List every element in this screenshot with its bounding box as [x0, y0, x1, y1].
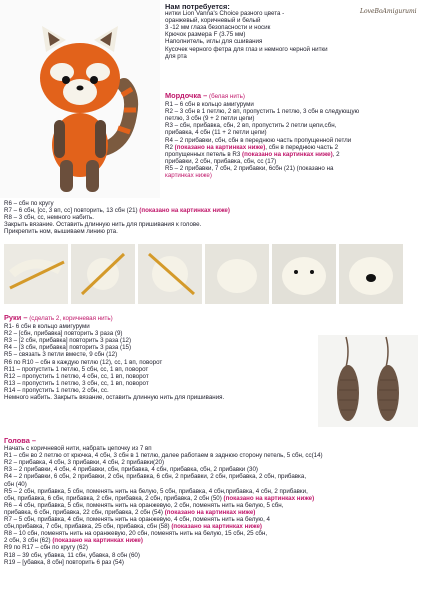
shown-below-note: (показано на картинках ниже): [174, 143, 266, 151]
head-row: сбн,прибавка, 7 сбн, прибавка, 25 сбн, прибавка, сбн (58) (показано на картинках ниже): [4, 523, 262, 531]
muzzle-row: прибавки, 2 сбн, прибавка, сбн, сс (17): [165, 157, 277, 165]
arms-row: R13 – пропустить 1 петлю, 3 сбн, сс, 1 вп, поворот: [4, 379, 149, 387]
muzzle-step-photos-icon: [4, 244, 424, 304]
arms-photo: [318, 335, 418, 427]
head-row: R4 – 2 прибавки, 6 сбн, 2 прибавки, 2 сбн, прибавка, 6 сбн, 2 прибавки, 2 сбн, прибавка, 2 сбн, прибавка,: [4, 473, 307, 481]
head-row: R7 – 5 сбн, прибавка, 4 сбн, поменять нить на оранжевую, 4 сбн, поменять нить на белую, 4: [4, 516, 270, 524]
head-section: [4, 437, 425, 566]
arms-row: R1- 6 сбн в кольцо амигуруми: [4, 323, 90, 331]
muzzle-row: R1 – 6 сбн в кольцо амигуруми: [165, 101, 254, 109]
logo-text: LoveBoAmigurumi: [360, 8, 417, 15]
head-row: R19 – [убавка, 8 сбн] повторить 6 раз (54): [4, 558, 124, 566]
head-row: R1 – сбн во 2 петлю от крючка, 4 сбн, 3 сбн в 1 петлю, далее работаем в заднюю сторону петель, 5 сбн, сс(14): [4, 452, 323, 460]
arms-heading: Руки –: [4, 313, 28, 322]
muzzle-row: R2 (показано на картинках ниже), сбн в переднюю часть 2: [165, 143, 339, 151]
muzzle-row: прибавка, 4 сбн (11 + 2 петли цепи): [165, 129, 267, 137]
muzzle-row: пропущенных петель в R3 (показано на картинках ниже), 2: [165, 150, 340, 158]
muzzle-row: R5 – 2 прибавки, 7 сбн, 2 прибавки, 6сбн (21) (показано на: [165, 164, 334, 172]
head-row: R2 – прибавка, 4 сбн, 3 прибавки, 4 сбн, 2 прибавки(20): [4, 459, 165, 467]
muzzle-section: [165, 92, 423, 179]
head-row: прибавка, 6 сбн, прибавка, 22 сбн, прибавка, 2 сбн (54) (показано на картинках ниже): [4, 508, 256, 516]
head-row: сбн, прибавка, 6 сбн, прибавка, 2 сбн, прибавка, 2 сбн, прибавка, 2 сбн (50) (показано на картинках ниже): [4, 494, 315, 502]
arms-row: R11 – пропустить 1 петлю, 5 сбн, сс, 1 вп, поворот: [4, 365, 149, 373]
arms-heading-note: (сделать 2, коричневая нить): [29, 315, 113, 322]
arms-section: [4, 314, 304, 401]
shown-below-note: (показано на картинках ниже): [164, 508, 256, 516]
arms-row: R3 – [2 сбн, прибавка] повторить 3 раза (12): [4, 337, 132, 345]
red-panda-amigurumi-icon: [0, 0, 160, 198]
shown-below-note: (показано на картинках ниже): [242, 150, 333, 158]
muzzle-row: R3 – сбн, прибавка, сбн, 2 вп, пропустить 2 петли цепи,сбн,: [165, 122, 337, 130]
head-row: 2 сбн, 3 сбн (62) (показано на картинках ниже): [4, 537, 143, 545]
muzzle-row: R8 – 3 сбн, сс, немного набить.: [4, 214, 94, 222]
logo: [360, 8, 417, 15]
head-row: R6 – 4 сбн, прибавка, 5 сбн, поменять нить на оранжевую, 2 сбн, поменять нить на белую, 5 сбн,: [4, 501, 284, 509]
shown-below-note: (показано на картинках ниже): [52, 537, 143, 545]
muzzle-row: петлю, 3 сбн (9 + 2 петли цепи): [165, 115, 255, 123]
arms-photo-icon: [318, 335, 418, 427]
muzzle-row: картинках ниже): [165, 172, 212, 180]
red-panda-photo: [0, 0, 160, 198]
head-row: Начать с коричневой нити, набрать цепочку из 7 вп: [4, 445, 152, 453]
muzzle-row: Прикрепить ном, вышиваем линию рта.: [4, 228, 118, 236]
muzzle-heading-note: (белая нить): [209, 93, 245, 100]
head-row: R5 – 2 сбн, прибавка, 5 сбн, поменять нить на белую, 5 сбн, прибавка, 4 сбн,прибавка, 4 сбн, 2 прибавки,: [4, 487, 308, 495]
materials-line: оранжевый, коричневый и белый: [165, 17, 261, 25]
shown-below-note: (показано на картинках ниже): [223, 494, 315, 502]
arms-row: R12 – пропустить 1 петлю, 4 сбн, сс, 1 вп, поворот: [4, 372, 149, 380]
head-row: R18 – 39 сбн, убавка, 11 сбн, убавка, 8 сбн (60): [4, 551, 140, 559]
muzzle-steps-strip: [4, 244, 424, 304]
head-row: R9 по R17 – сбн по кругу (62): [4, 544, 88, 552]
muzzle-row: R4 – 2 прибавки, сбн, сбн в переднюю часть пропущенной петли: [165, 136, 352, 144]
shown-below-note: (показано на картинках ниже): [139, 207, 230, 215]
materials-line: нитки Lion Vanna's Choice разного цвета -: [165, 10, 285, 18]
head-heading: Голова –: [4, 436, 36, 445]
arms-row: R2 – [сбн, прибавка] повторить 3 раза (9): [4, 330, 123, 338]
muzzle-rows-after: [4, 200, 424, 235]
muzzle-row: R6 – сбн по кругу: [4, 200, 54, 207]
shown-below-note: (показано на картинках ниже): [171, 523, 262, 531]
materials-line: Кусочек черного фетра для глаз и немного черной нитки: [165, 45, 328, 53]
head-row: R3 – 2 прибавки, 4 сбн, 4 прибавки, сбн, прибавка, 4 сбн, прибавка, сбн, 2 прибавки (30): [4, 466, 258, 474]
arms-row: R5 – связать 3 петли вместе, 9 сбн (12): [4, 351, 118, 359]
muzzle-heading: Мордочка –: [165, 91, 208, 100]
arms-row: R14 – пропустить 1 петлю, 2 сбн, сс.: [4, 386, 109, 394]
muzzle-row: Закрыть вязание. Оставить длинную нить для пришивания к голове.: [4, 221, 202, 229]
arms-row: Немного набить. Закрыть вязание, оставить длинную нить для пришивания.: [4, 394, 225, 402]
muzzle-row: R7 – 6 сбн, [сс, 3 вп, сс] повторить, 13 сбн (21) (показано на картинках ниже): [4, 207, 230, 215]
muzzle-row: R2 – 3 сбн в 1 петлю, 2 вп, пропустить 1 петлю, 3 сбн в следующую: [165, 108, 360, 116]
arms-row: R6 по R10 – сбн в каждую петлю (12), сс, 1 вп, поворот: [4, 358, 163, 366]
materials-line: Крючок размера F (3.75 мм): [165, 31, 246, 39]
materials-line: Наполнитель, иглы для сшивания: [165, 38, 263, 46]
materials-line: для рта: [165, 52, 187, 60]
materials-line: 3 -12 мм глаза безопасности и носик: [165, 24, 271, 32]
arms-row: R4 – [3 сбн, прибавка] повторить 3 раза (15): [4, 344, 132, 352]
materials-heading: Нам потребуется:: [165, 2, 230, 11]
head-row: R8 – 10 сбн, поменять нить на оранжевую, 20 сбн, поменять нить на белую, 15 сбн, 25 сбн,: [4, 530, 268, 538]
head-row: сбн (40): [4, 480, 27, 488]
